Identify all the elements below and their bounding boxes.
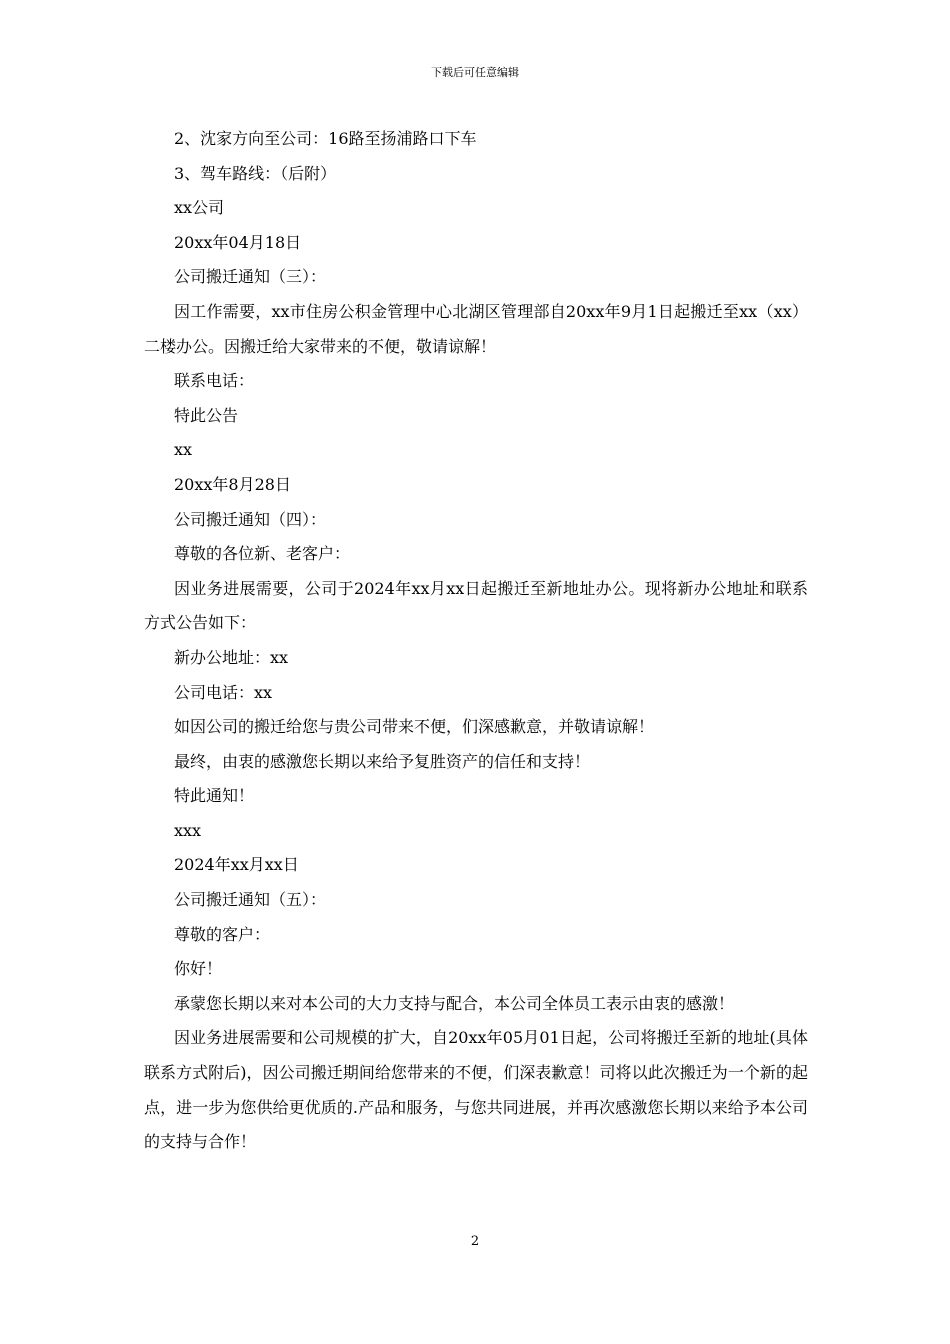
paragraph: 2024年xx月xx日 [174, 855, 299, 875]
document-body [144, 122, 808, 1160]
section-title: 公司搬迁通知（五）： [174, 890, 327, 910]
page-number: 2 [470, 1234, 480, 1249]
paragraph: 3、驾车路线：（后附） [174, 163, 337, 183]
section-title: 公司搬迁通知（四）： [174, 509, 327, 529]
paragraph: 承蒙您长期以来对本公司的大力支持与配合，本公司全体员工表示由衷的感激！ [174, 993, 735, 1013]
paragraph: xx [174, 440, 193, 460]
paragraph: 特此公告 [174, 405, 239, 425]
paragraph: xx公司 [174, 198, 225, 218]
paragraph: 联系电话： [174, 371, 255, 391]
paragraph: 最终，由衷的感激您长期以来给予复胜资产的信任和支持！ [174, 751, 591, 771]
section-title: 公司搬迁通知（三）： [174, 267, 327, 287]
paragraph: 因业务进展需要，公司于2024年xx月xx日起搬迁至新地址办公。现将新办公地址和联系方式公告如下： [144, 578, 808, 633]
paragraph: 2、沈家方向至公司：16路至扬浦路口下车 [174, 129, 477, 148]
paragraph: 因工作需要，xx市住房公积金管理中心北湖区管理部自20xx年9月1日起搬迁至xx（xx）二楼办公。因搬迁给大家带来的不便，敬请谅解！ [144, 301, 808, 356]
paragraph: 尊敬的各位新、老客户： [174, 544, 351, 564]
paragraph: 特此通知！ [174, 786, 255, 806]
page-header: 下载后可任意编辑 [431, 66, 519, 79]
paragraph: 公司电话：xx [174, 682, 273, 702]
paragraph: 你好！ [174, 959, 223, 979]
paragraph: xxx [174, 820, 202, 840]
paragraph: 如因公司的搬迁给您与贵公司带来不便，们深感歉意，并敬请谅解！ [174, 717, 655, 737]
paragraph: 因业务进展需要和公司规模的扩大，自20xx年05月01日起，公司将搬迁至新的地址(具体联系方式附后)，因公司搬迁期间给您带来的不便，们深表歉意！司将以此次搬迁为一个新的起点，进一步为您供给更优质的.产品和服务，与您共同进展，并再次感激您长期以来给予本公司的支持与合作！ [144, 1028, 808, 1152]
paragraph: 尊敬的客户： [174, 924, 271, 944]
paragraph: 20xx年04月18日 [174, 232, 302, 252]
paragraph: 新办公地址：xx [174, 647, 289, 667]
paragraph: 20xx年8月28日 [174, 474, 291, 494]
